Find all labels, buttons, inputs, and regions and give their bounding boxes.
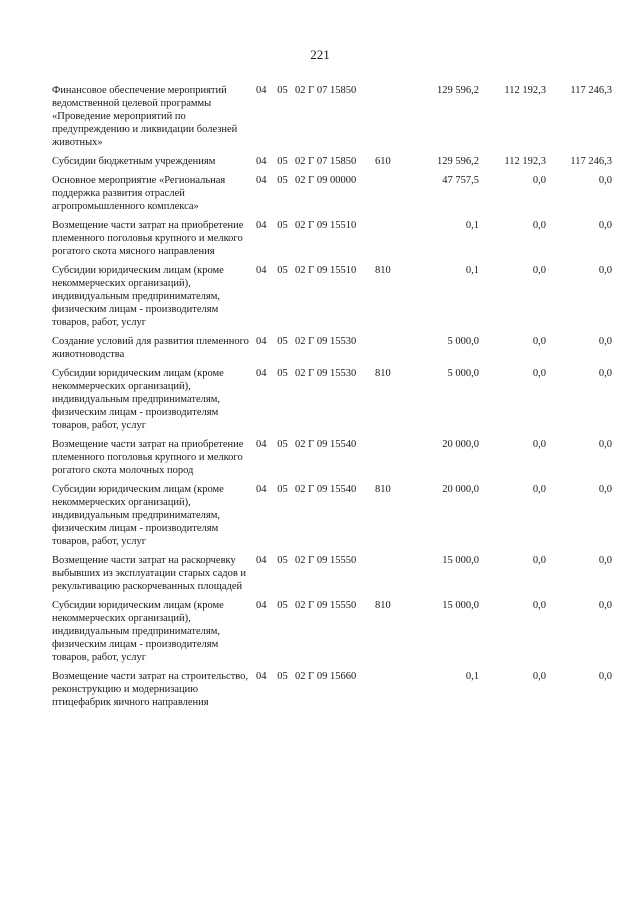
target-article-code: 02 Г 07 15850 bbox=[295, 85, 357, 96]
table-row bbox=[52, 367, 612, 438]
amount-year-2: 0,0 bbox=[532, 600, 546, 611]
subsection-code: 05 bbox=[277, 671, 288, 682]
subsection-code: 05 bbox=[277, 336, 288, 347]
amount-year-1: 20 000,0 bbox=[442, 439, 479, 450]
amount-year-1: 5 000,0 bbox=[447, 336, 479, 347]
expense-type-code bbox=[375, 219, 399, 264]
item-name: Основное мероприятие «Региональная поддержка развития отраслей агропромышленного комплекса» bbox=[52, 175, 226, 212]
subsection-code: 05 bbox=[277, 439, 288, 450]
amount-year-1: 129 596,2 bbox=[437, 85, 479, 96]
expense-type-code: 810 bbox=[375, 600, 391, 611]
target-article-code: 02 Г 07 15850 bbox=[295, 156, 357, 167]
amount-year-1: 0,1 bbox=[465, 265, 479, 276]
section-code: 04 bbox=[256, 85, 267, 96]
expense-type-code bbox=[375, 84, 399, 155]
amount-year-3: 0,0 bbox=[598, 220, 612, 231]
table-row bbox=[52, 670, 612, 715]
target-article-code: 02 Г 09 15530 bbox=[295, 368, 357, 379]
item-name: Создание условий для развития племенного животноводства bbox=[52, 336, 249, 360]
item-name: Субсидии юридическим лицам (кроме некоммерческих организаций), индивидуальным предпринимателям, физическим лицам - производителям товаров, работ, услуг bbox=[52, 368, 224, 431]
section-code: 04 bbox=[256, 600, 267, 611]
amount-year-1: 20 000,0 bbox=[442, 484, 479, 495]
amount-year-3: 117 246,3 bbox=[570, 156, 612, 167]
amount-year-2: 0,0 bbox=[532, 671, 546, 682]
subsection-code: 05 bbox=[277, 85, 288, 96]
amount-year-1: 5 000,0 bbox=[447, 368, 479, 379]
page-number: 221 bbox=[310, 47, 330, 62]
item-name: Субсидии юридическим лицам (кроме некоммерческих организаций), индивидуальным предпринимателям, физическим лицам - производителям товаров, работ, услуг bbox=[52, 600, 224, 663]
target-article-code: 02 Г 09 15530 bbox=[295, 336, 357, 347]
subsection-code: 05 bbox=[277, 265, 288, 276]
item-name: Субсидии бюджетным учреждениям bbox=[52, 156, 216, 167]
expense-type-code: 810 bbox=[375, 484, 391, 495]
subsection-code: 05 bbox=[277, 600, 288, 611]
section-code: 04 bbox=[256, 368, 267, 379]
amount-year-2: 112 192,3 bbox=[504, 156, 546, 167]
table-row bbox=[52, 599, 612, 670]
table-row bbox=[52, 174, 612, 219]
amount-year-2: 0,0 bbox=[532, 439, 546, 450]
amount-year-3: 0,0 bbox=[598, 484, 612, 495]
item-name: Возмещение части затрат на раскорчевку выбывших из эксплуатации старых садов и рекультивацию раскорчеванных площадей bbox=[52, 555, 247, 592]
section-code: 04 bbox=[256, 220, 267, 231]
item-name: Возмещение части затрат на приобретение племенного поголовья крупного и мелкого рогатого скота молочных пород bbox=[52, 439, 244, 476]
section-code: 04 bbox=[256, 156, 267, 167]
amount-year-3: 117 246,3 bbox=[570, 85, 612, 96]
expense-type-code bbox=[375, 670, 399, 715]
amount-year-2: 0,0 bbox=[532, 484, 546, 495]
item-name: Возмещение части затрат на приобретение племенного поголовья крупного и мелкого рогатого скота мясного направления bbox=[52, 220, 244, 257]
amount-year-1: 15 000,0 bbox=[442, 600, 479, 611]
amount-year-1: 15 000,0 bbox=[442, 555, 479, 566]
amount-year-3: 0,0 bbox=[598, 368, 612, 379]
expense-type-code bbox=[375, 438, 399, 483]
target-article-code: 02 Г 09 15540 bbox=[295, 484, 357, 495]
subsection-code: 05 bbox=[277, 484, 288, 495]
subsection-code: 05 bbox=[277, 175, 288, 186]
target-article-code: 02 Г 09 15660 bbox=[295, 671, 357, 682]
section-code: 04 bbox=[256, 175, 267, 186]
section-code: 04 bbox=[256, 336, 267, 347]
section-code: 04 bbox=[256, 484, 267, 495]
target-article-code: 02 Г 09 15510 bbox=[295, 220, 357, 231]
subsection-code: 05 bbox=[277, 220, 288, 231]
item-name: Субсидии юридическим лицам (кроме некоммерческих организаций), индивидуальным предпринимателям, физическим лицам - производителям товаров, работ, услуг bbox=[52, 265, 224, 328]
target-article-code: 02 Г 09 15510 bbox=[295, 265, 357, 276]
amount-year-3: 0,0 bbox=[598, 555, 612, 566]
amount-year-1: 47 757,5 bbox=[442, 175, 479, 186]
target-article-code: 02 Г 09 00000 bbox=[295, 175, 357, 186]
section-code: 04 bbox=[256, 671, 267, 682]
amount-year-2: 0,0 bbox=[532, 336, 546, 347]
item-name: Возмещение части затрат на строительство, реконструкцию и модернизацию птицефабрик яичного направления bbox=[52, 671, 249, 708]
amount-year-1: 0,1 bbox=[465, 671, 479, 682]
table-body bbox=[52, 84, 612, 715]
amount-year-3: 0,0 bbox=[598, 671, 612, 682]
amount-year-3: 0,0 bbox=[598, 265, 612, 276]
amount-year-3: 0,0 bbox=[598, 439, 612, 450]
amount-year-3: 0,0 bbox=[598, 600, 612, 611]
section-code: 04 bbox=[256, 265, 267, 276]
item-name: Субсидии юридическим лицам (кроме некоммерческих организаций), индивидуальным предпринимателям, физическим лицам - производителям товаров, работ, услуг bbox=[52, 484, 224, 547]
expense-type-code bbox=[375, 335, 399, 367]
table-row bbox=[52, 84, 612, 155]
amount-year-1: 129 596,2 bbox=[437, 156, 479, 167]
table-row bbox=[52, 483, 612, 554]
amount-year-2: 0,0 bbox=[532, 175, 546, 186]
subsection-code: 05 bbox=[277, 555, 288, 566]
expense-type-code: 610 bbox=[375, 156, 391, 167]
section-code: 04 bbox=[256, 439, 267, 450]
subsection-code: 05 bbox=[277, 368, 288, 379]
amount-year-3: 0,0 bbox=[598, 336, 612, 347]
amount-year-1: 0,1 bbox=[465, 220, 479, 231]
table-row bbox=[52, 335, 612, 367]
amount-year-3: 0,0 bbox=[598, 175, 612, 186]
expense-type-code bbox=[375, 554, 399, 599]
amount-year-2: 0,0 bbox=[532, 555, 546, 566]
amount-year-2: 0,0 bbox=[532, 220, 546, 231]
budget-table bbox=[52, 84, 612, 715]
table-row bbox=[52, 438, 612, 483]
amount-year-2: 112 192,3 bbox=[504, 85, 546, 96]
expense-type-code: 810 bbox=[375, 368, 391, 379]
target-article-code: 02 Г 09 15550 bbox=[295, 555, 357, 566]
section-code: 04 bbox=[256, 555, 267, 566]
table-row bbox=[52, 155, 612, 174]
item-name: Финансовое обеспечение мероприятий ведомственной целевой программы «Проведение мероприятий по предупреждению и ликвидации болезней животных» bbox=[52, 85, 238, 148]
amount-year-2: 0,0 bbox=[532, 265, 546, 276]
target-article-code: 02 Г 09 15550 bbox=[295, 600, 357, 611]
table-row bbox=[52, 554, 612, 599]
expense-type-code: 810 bbox=[375, 265, 391, 276]
table-row bbox=[52, 219, 612, 264]
target-article-code: 02 Г 09 15540 bbox=[295, 439, 357, 450]
amount-year-2: 0,0 bbox=[532, 368, 546, 379]
expense-type-code bbox=[375, 174, 399, 219]
subsection-code: 05 bbox=[277, 156, 288, 167]
table-row bbox=[52, 264, 612, 335]
